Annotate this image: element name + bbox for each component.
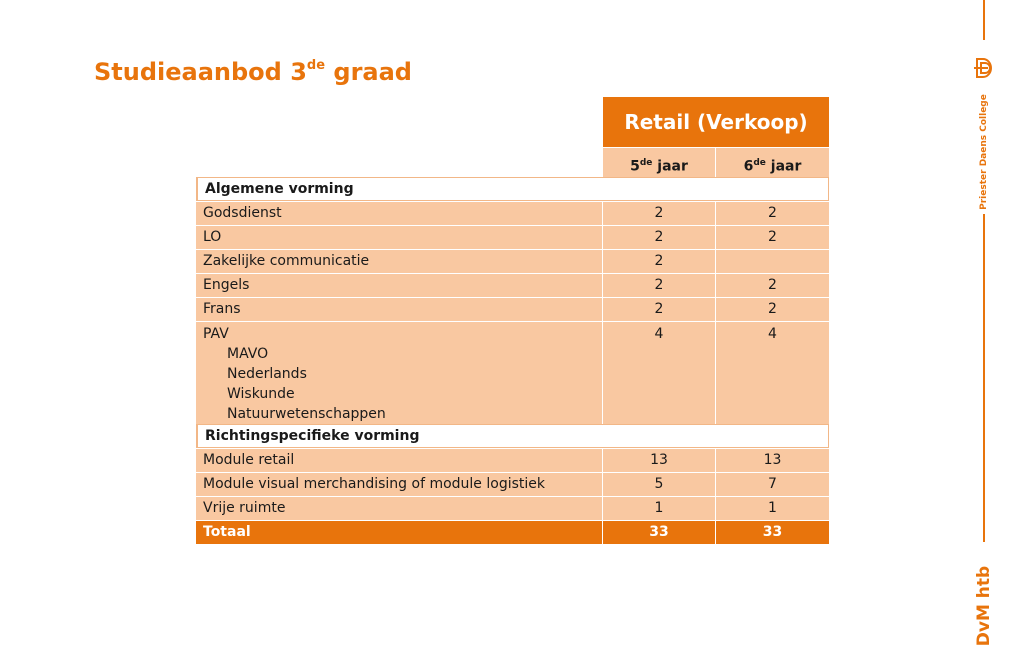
table-row: Module retail 13 13 [196,448,829,472]
table-row: Engels 2 2 [196,273,829,297]
pav-label: PAV [203,326,229,342]
table-row: Module visual merchandising of module logistiek 5 7 [196,472,829,496]
branding-line [983,214,985,542]
footer-brand: DvM htb [974,565,994,647]
dd-logo-icon [972,56,996,80]
pav-sub-item: Wiskunde [227,386,295,402]
pav-sub-item: Natuurwetenschappen [227,406,386,422]
section-header: Algemene vorming [196,177,829,201]
year-header-row [196,147,829,177]
section-header: Richtingspecifieke vorming [196,424,829,448]
year-5-header: 5de jaar [603,147,716,177]
program-header: Retail (Verkoop) [603,97,829,147]
pav-row: PAV MAVO Nederlands Wiskunde Natuurwetenschappen 4 4 [196,321,829,424]
table-row: Vrije ruimte 1 1 [196,496,829,520]
total-row: Totaal 33 33 [196,520,829,544]
pav-sub-item: Nederlands [227,366,307,382]
table-row: Frans 2 2 [196,297,829,321]
college-name: Priester Daens College [979,94,989,210]
table-row: LO 2 2 [196,225,829,249]
table-row: Zakelijke communicatie 2 [196,249,829,273]
branding-line [983,0,985,40]
table-header-row [196,97,829,147]
pav-sub-item: MAVO [227,346,269,362]
table-row: Godsdienst 2 2 [196,201,829,225]
course-table [196,97,829,544]
page-title: Studieaanbod 3de graad [94,58,412,86]
year-6-header: 6de jaar [716,147,829,177]
